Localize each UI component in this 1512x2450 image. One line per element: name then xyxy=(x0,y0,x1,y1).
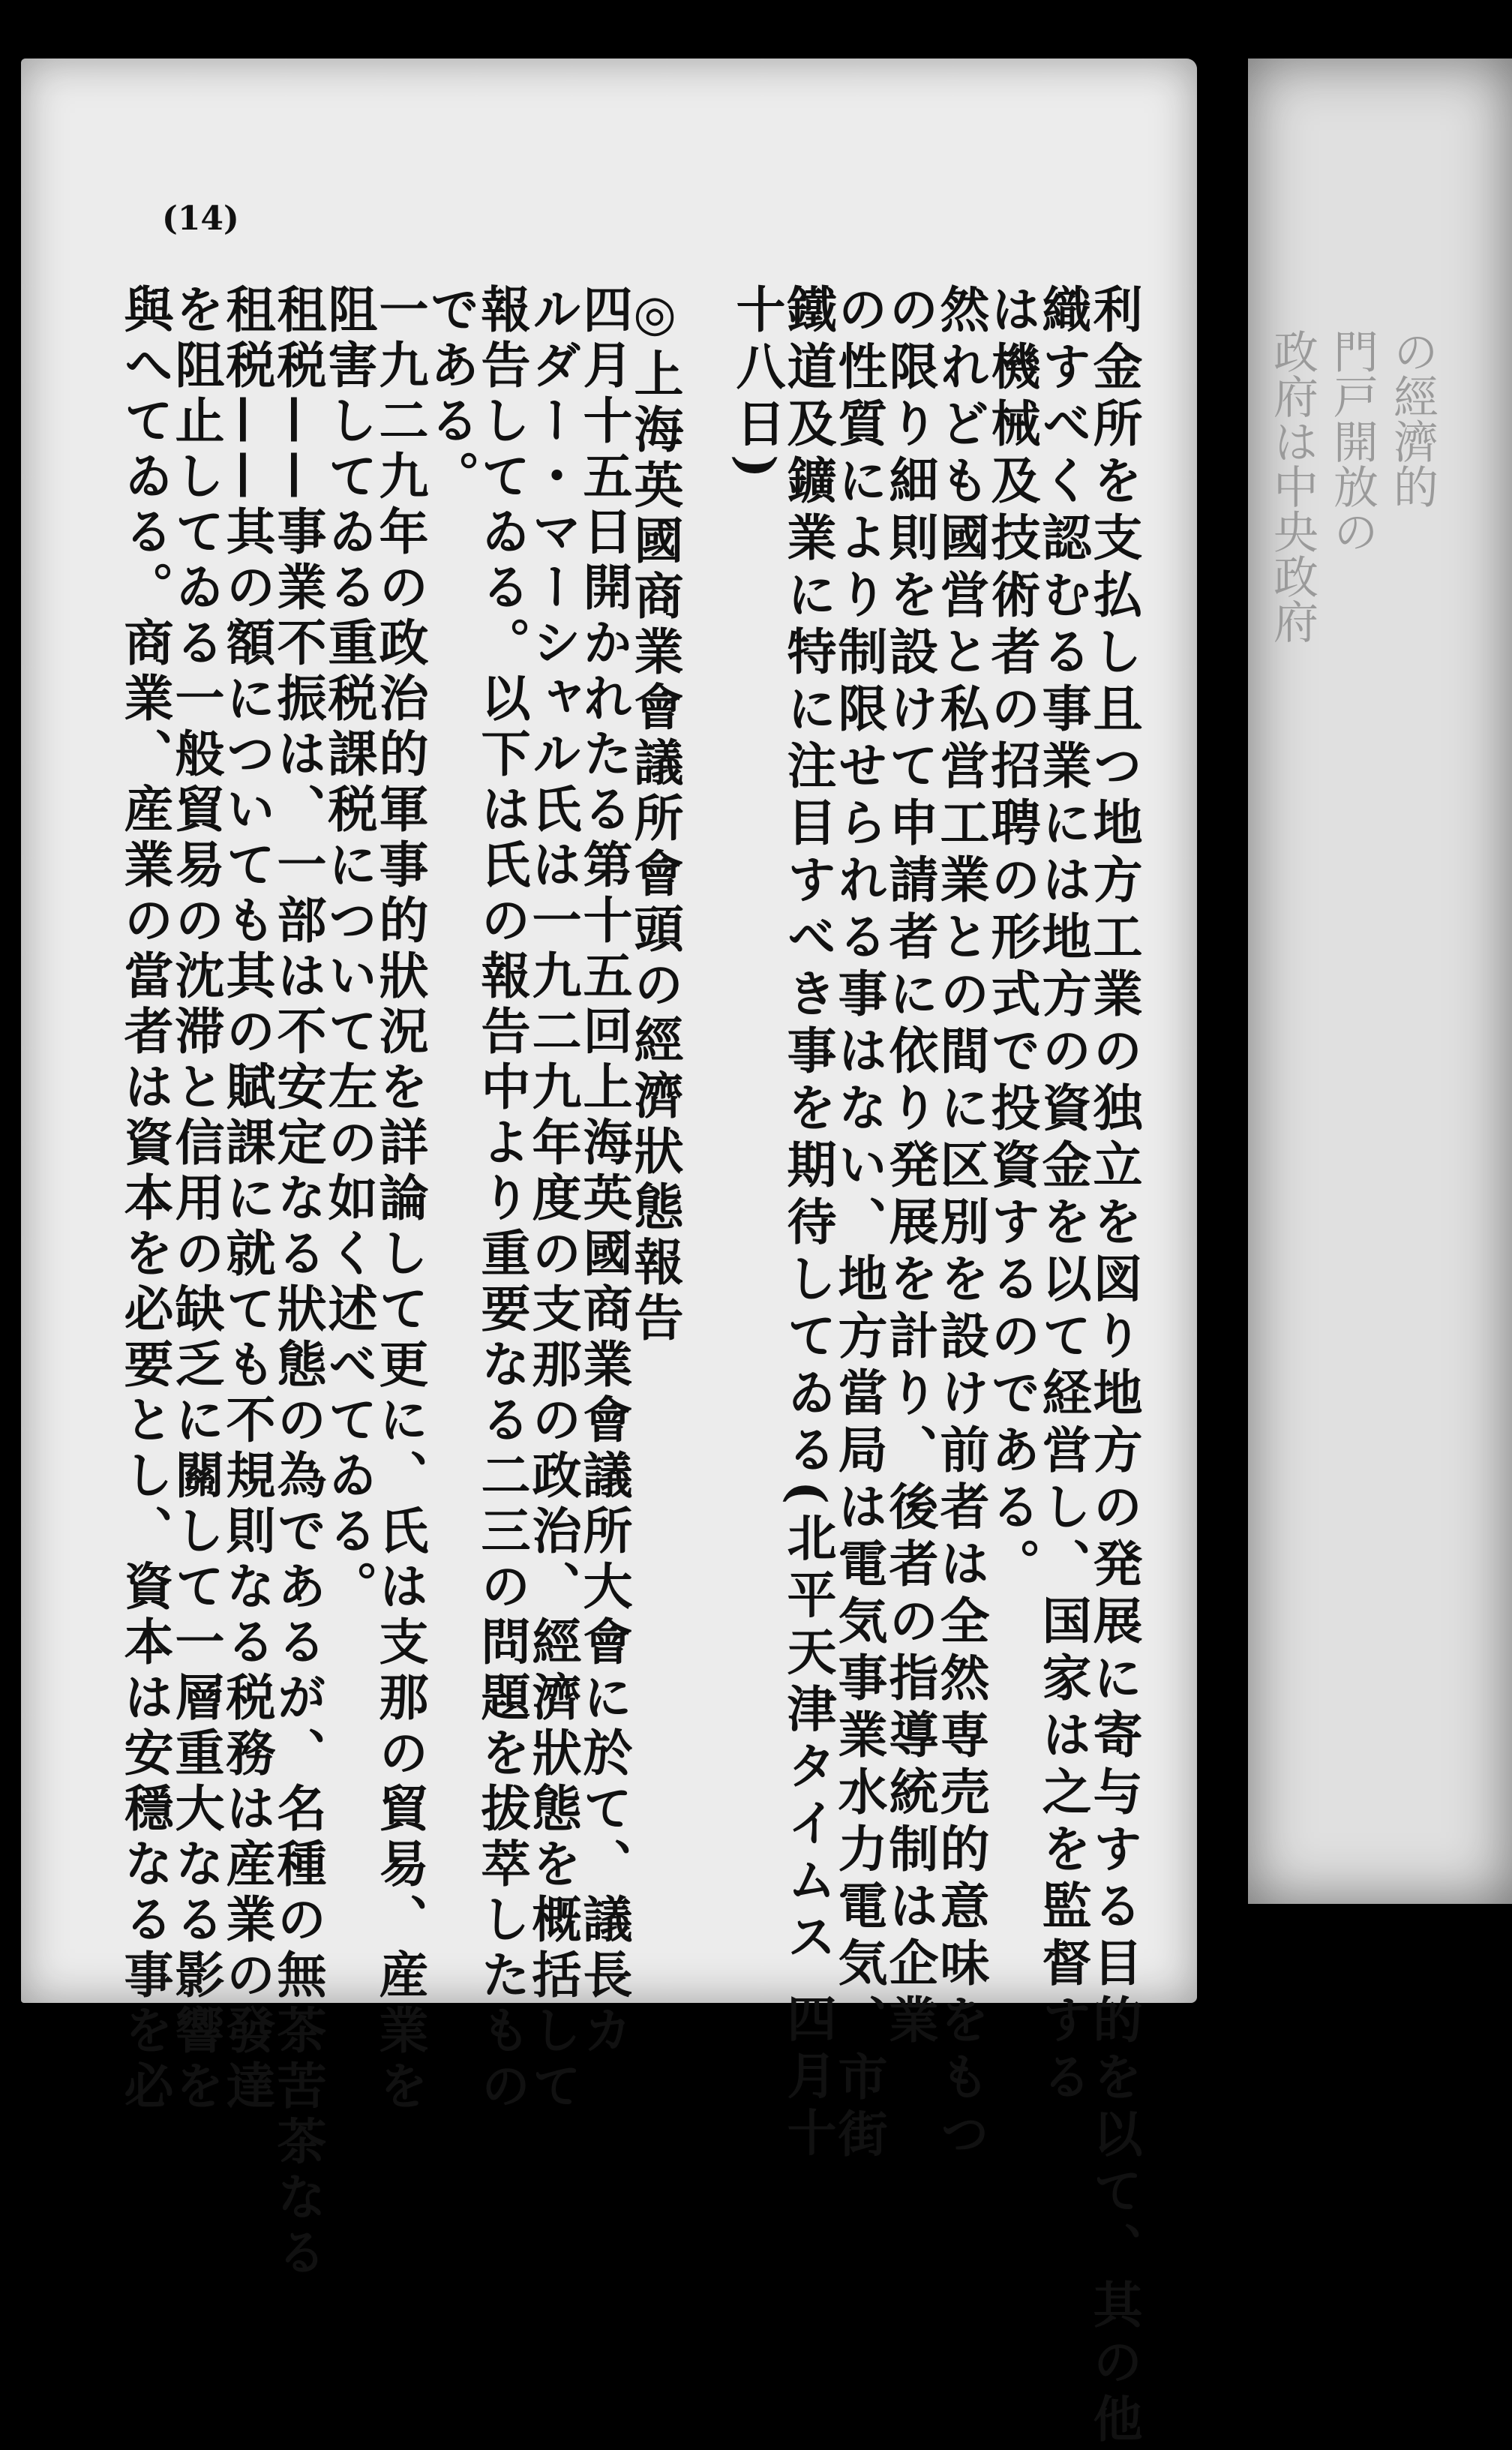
adjacent-page-text: の經濟的 xyxy=(1386,329,1438,509)
text-column: 一九二九年の政治的軍事的狀況を詳論して更に、氏は支那の貿易、産業を xyxy=(370,284,429,2115)
text-column: 利金所を支払し且つ地方工業の独立を図り地方の発展に寄与する目的を以て、其の他 xyxy=(1084,284,1143,2450)
text-column: を阻止してゐる一般貿易の沈滞と信用の缺乏に關して一層重大なる影響を xyxy=(166,284,225,2115)
text-column: の限り細則を設けて申請者に依り発展を計り、後者の指導統制は企業 xyxy=(880,284,939,2051)
text-column: 租税——其の額についても其の賦課に就ても不規則なる税務は産業の發達 xyxy=(218,284,276,2115)
document-page xyxy=(21,59,1197,2450)
text-column: ◎上海英國商業會議所會頭の經濟狀態報告 xyxy=(626,284,684,1347)
text-column: 與へてゐる。商業、産業の當者は資本を必要とし、資本は安穩なる事を必 xyxy=(116,284,174,2115)
adjacent-page xyxy=(1248,59,1512,1904)
page-number: (14) xyxy=(162,200,239,238)
text-column: 然れども國営と私営工業との間に区別を設け前者は全然専売的意味をもつ xyxy=(932,284,990,2165)
text-column: 租税——事業不振は、一部は不安定なる狀態の為であるが、名種の無茶苦茶なる xyxy=(268,284,327,2282)
adjacent-page-text: 政府は中央政府 xyxy=(1266,329,1318,644)
text-column: は機械及技術者の招聘の形式で投資するのである。 xyxy=(982,284,1041,1595)
text-column: 十八日) xyxy=(728,284,786,486)
text-column: の性質により制限せられる事はない、地方當局は電気事業水力電気、市街 xyxy=(830,284,888,2165)
text-column: 報告してゐる。以下は氏の報告中より重要なる二三の問題を拔萃したもの xyxy=(472,284,531,2115)
text-column: である。 xyxy=(422,284,480,506)
text-column: 鐵道及鑛業に特に注目すべき事を期待してゐる(北平天津タイムス 四月十 xyxy=(778,284,837,2164)
text-column: 四月十五日開かれたる第十五回上海英國商業會議所大會に於て、議長カ xyxy=(574,284,633,2060)
text-column: ルダー・マーシャル氏は一九二九年度の支那の政治、經濟狀態を概括して xyxy=(524,284,582,2115)
text-column: 織すべく認むる事業には地方の資金を以て経営し、国家は之を監督する xyxy=(1034,284,1092,2108)
text-column: 阻害してゐる重税課税について左の如く述べてゐる。 xyxy=(320,284,378,1616)
adjacent-page-text: 門戸開放の xyxy=(1326,329,1378,554)
